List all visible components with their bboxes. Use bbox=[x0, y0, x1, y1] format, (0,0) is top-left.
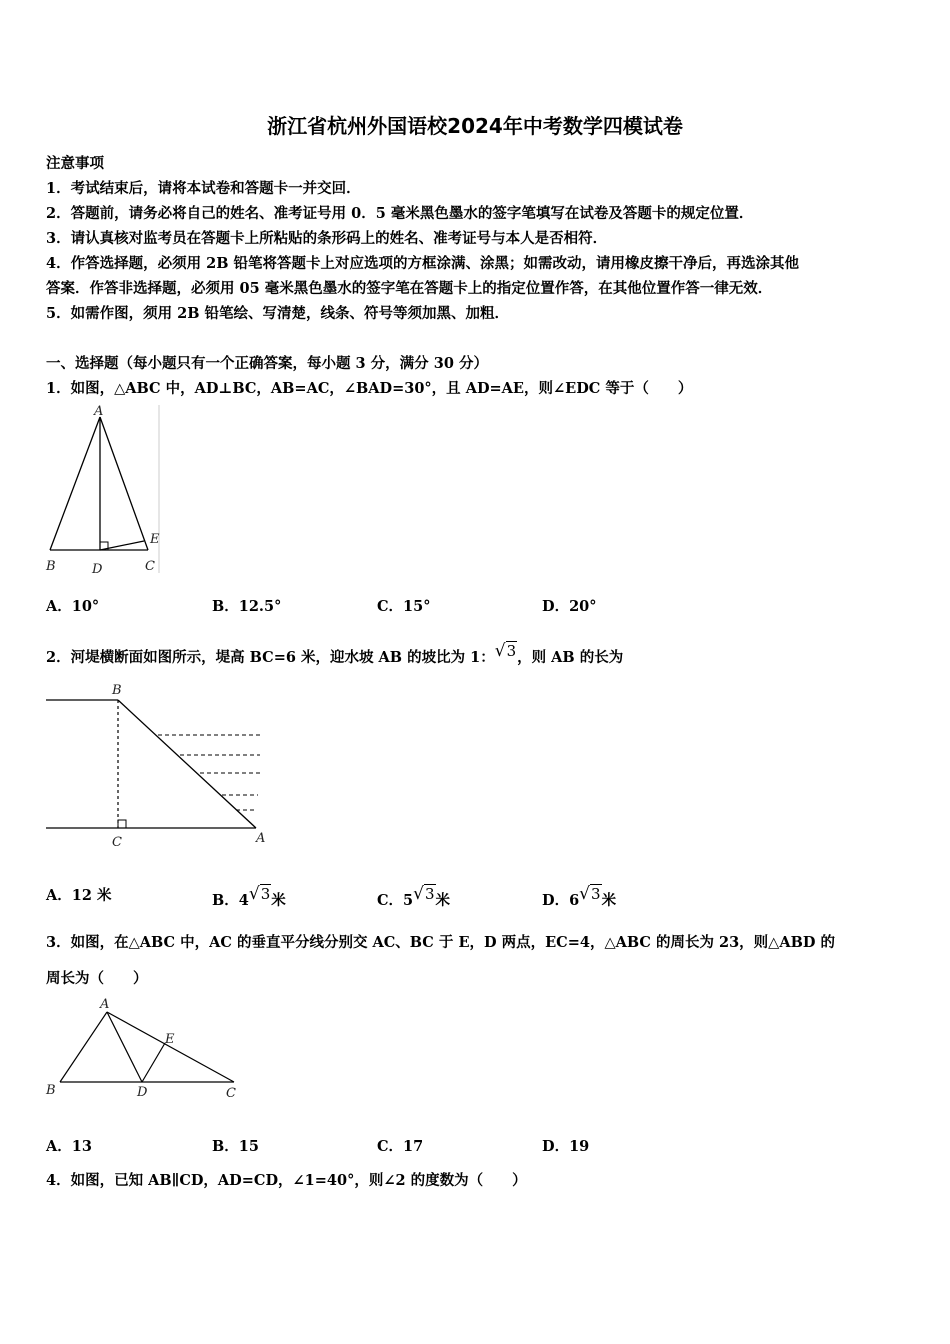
option-b: B．12.5° bbox=[212, 598, 282, 615]
notice-item: 3．请认真核对监考员在答题卡上所粘贴的条形码上的姓名、准考证号与本人是否相符． bbox=[46, 230, 608, 247]
sqrt-symbol: √3 bbox=[579, 884, 601, 904]
notice-item: 答案．作答非选择题，必须用 05 毫米黑色墨水的签字笔在答题卡上的指定位置作答，在其他位置作答一律无效． bbox=[46, 280, 773, 297]
label-D: D bbox=[137, 1085, 148, 1100]
option-d: D．19 bbox=[542, 1138, 590, 1155]
option-b-unit: 米 bbox=[271, 892, 286, 909]
label-E: E bbox=[165, 1032, 175, 1047]
option-a: A．13 bbox=[46, 1138, 92, 1155]
notice-item: 4．作答选择题，必须用 2B 铅笔将答题卡上对应选项的方框涂满、涂黑；如需改动，请用橡皮擦干净后，再选涂其他 bbox=[46, 255, 800, 272]
label-A: A bbox=[100, 997, 110, 1012]
notice-item: 1．考试结束后，请将本试卷和答题卡一并交回． bbox=[46, 180, 361, 197]
question-2-figure bbox=[40, 680, 280, 850]
question-1-text: 1．如图，△ABC 中，AD⊥BC，AB=AC，∠BAD=30°，且 AD=AE，则∠EDC 等于（ ） bbox=[46, 380, 693, 397]
label-A: A bbox=[256, 831, 266, 846]
notice-item: 5．如需作图，须用 2B 铅笔绘、写清楚，线条、符号等须加黑、加粗． bbox=[46, 305, 510, 322]
label-A: A bbox=[94, 404, 104, 419]
label-D: D bbox=[92, 562, 103, 577]
notice-heading: 注意事项 bbox=[46, 155, 104, 172]
question-3-text-cont: 周长为（ ） bbox=[46, 970, 148, 987]
option-a-text: A．12 米 bbox=[46, 887, 112, 904]
sqrt-symbol: √3 bbox=[494, 641, 517, 661]
radicand: 3 bbox=[506, 642, 517, 660]
option-c: C．17 bbox=[377, 1138, 424, 1155]
notice-item: 2．答题前，请务必将自己的姓名、准考证号用 0．5 毫米黑色墨水的签字笔填写在试卷及答题卡的规定位置． bbox=[46, 205, 754, 222]
section-heading: 一、选择题（每小题只有一个正确答案，每小题 3 分，满分 30 分） bbox=[46, 355, 488, 372]
option-c-unit: 米 bbox=[435, 892, 451, 909]
question-4-text: 4．如图，已知 AB∥CD，AD=CD，∠1=40°，则∠2 的度数为（ ） bbox=[46, 1172, 527, 1189]
question-2-text-after: ，则 AB 的长为 bbox=[517, 649, 624, 666]
radicand: 3 bbox=[260, 885, 271, 903]
option-d-unit: 米 bbox=[601, 892, 617, 909]
question-3-text: 3．如图，在△ABC 中，AC 的垂直平分线分别交 AC、BC 于 E，D 两点，EC=4，△ABC 的周长为 23，则△ABD 的 bbox=[46, 934, 835, 951]
question-1-figure bbox=[40, 405, 170, 580]
sqrt-symbol: √3 bbox=[413, 884, 435, 904]
option-c-prefix: C．5 bbox=[377, 892, 414, 909]
question-2-text bbox=[46, 641, 623, 667]
option-b bbox=[212, 884, 286, 910]
label-B: B bbox=[46, 559, 56, 574]
option-b-prefix: B．4 bbox=[212, 892, 249, 909]
label-E: E bbox=[150, 532, 160, 547]
option-c bbox=[377, 884, 450, 910]
question-2-text-before: 2．河堤横断面如图所示，堤高 BC=6 米，迎水坡 AB 的坡比为 1： bbox=[46, 649, 495, 666]
label-C: C bbox=[226, 1086, 236, 1101]
option-d bbox=[542, 884, 616, 910]
page-title: 浙江省杭州外国语校2024年中考数学四模试卷 bbox=[267, 114, 683, 138]
option-d-prefix: D．6 bbox=[542, 892, 580, 909]
label-B: B bbox=[112, 683, 122, 698]
question-3-figure bbox=[40, 997, 250, 1110]
sqrt-symbol: √3 bbox=[248, 884, 271, 904]
option-b: B．15 bbox=[212, 1138, 259, 1155]
label-B: B bbox=[46, 1083, 56, 1098]
label-C: C bbox=[145, 559, 155, 574]
radicand: 3 bbox=[591, 885, 601, 903]
radicand: 3 bbox=[424, 885, 435, 903]
option-a bbox=[46, 884, 111, 905]
option-c: C．15° bbox=[377, 598, 431, 615]
option-a: A．10° bbox=[46, 598, 100, 615]
option-d: D．20° bbox=[542, 598, 597, 615]
label-C: C bbox=[112, 835, 122, 850]
